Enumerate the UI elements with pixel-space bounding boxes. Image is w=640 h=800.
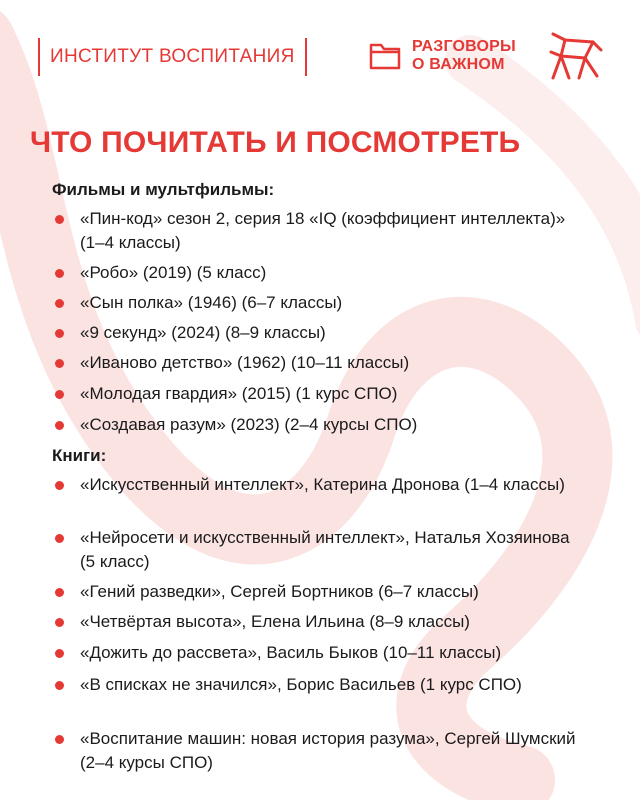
list-item-text: «Воспитание машин: новая история разума», Сергей Шумский (2–4 курсы СПО) bbox=[80, 729, 576, 772]
list-item-text: «9 секунд» (2024) (8–9 классы) bbox=[80, 323, 326, 342]
list-item-text: «Робо» (2019) (5 класс) bbox=[80, 263, 267, 282]
header bbox=[0, 0, 640, 110]
brand-logo bbox=[368, 38, 516, 74]
list-item-text: «Сын полка» (1946) (6–7 классы) bbox=[80, 293, 343, 312]
list-item-text: «Четвёртая высота», Елена Ильина (8–9 классы) bbox=[80, 612, 470, 631]
list-item-text: «Дожить до рассвета», Василь Быков (10–11 классы) bbox=[80, 643, 502, 662]
bullet-icon bbox=[55, 681, 64, 690]
page-title: ЧТО ПОЧИТАТЬ И ПОСМОТРЕТЬ bbox=[30, 126, 521, 159]
bullet-icon bbox=[55, 618, 64, 627]
list-item-text: «Создавая разум» (2023) (2–4 курсы СПО) bbox=[80, 415, 418, 434]
bullet-icon bbox=[55, 421, 64, 430]
bullet-icon bbox=[55, 534, 64, 543]
bullet-icon bbox=[55, 481, 64, 490]
bullet-icon bbox=[55, 269, 64, 278]
bullet-icon bbox=[55, 649, 64, 658]
brand-name bbox=[412, 38, 516, 74]
bullet-icon bbox=[55, 359, 64, 368]
bullet-icon bbox=[55, 735, 64, 744]
bullet-icon bbox=[55, 299, 64, 308]
list-item-text: «Искусственный интеллект», Катерина Дронова (1–4 классы) bbox=[80, 475, 565, 494]
list-item-text: «Пин-код» сезон 2, серия 18 «IQ (коэффициент интеллекта)» (1–4 классы) bbox=[80, 209, 566, 252]
section-heading-books: Книги: bbox=[52, 446, 107, 465]
list-item-text: «Иваново детство» (1962) (10–11 классы) bbox=[80, 353, 410, 372]
brand-line-2: О ВАЖНОМ bbox=[412, 56, 505, 73]
horse-icon bbox=[545, 28, 605, 83]
bullet-icon bbox=[55, 588, 64, 597]
brand-line-1: РАЗГОВОРЫ bbox=[412, 38, 516, 55]
bullet-icon bbox=[55, 329, 64, 338]
bullet-icon bbox=[55, 390, 64, 399]
bullet-icon bbox=[55, 215, 64, 224]
list-item-text: «Молодая гвардия» (2015) (1 курс СПО) bbox=[80, 384, 398, 403]
list-item-text: «Нейросети и искусственный интеллект», Наталья Хозяинова (5 класс) bbox=[80, 528, 570, 571]
list-item-text: «Гений разведки», Сергей Бортников (6–7 классы) bbox=[80, 582, 479, 601]
folder-icon bbox=[368, 39, 402, 73]
section-heading-films: Фильмы и мультфильмы: bbox=[52, 180, 275, 199]
list-item-text: «В списках не значился», Борис Васильев (1 курс СПО) bbox=[80, 675, 522, 694]
org-badge bbox=[38, 38, 307, 76]
org-name: ИНСТИТУТ ВОСПИТАНИЯ bbox=[50, 46, 295, 67]
